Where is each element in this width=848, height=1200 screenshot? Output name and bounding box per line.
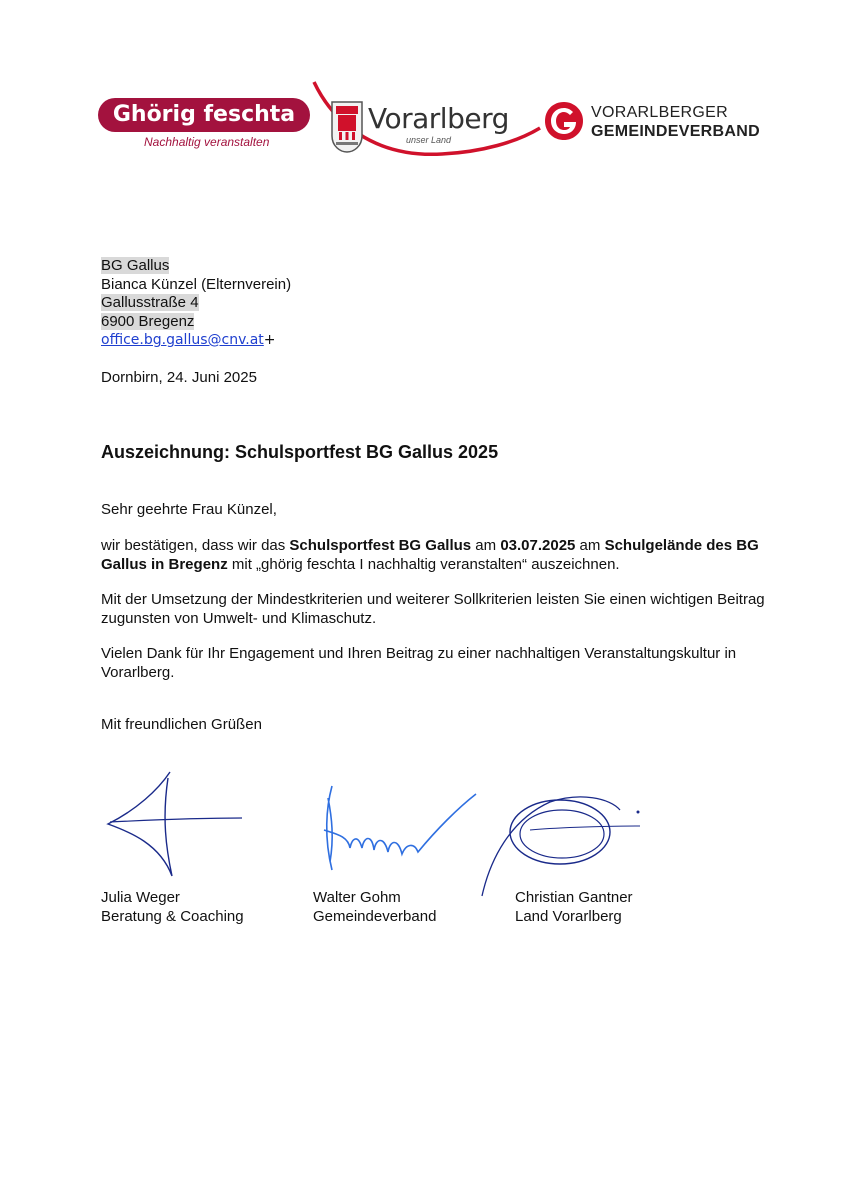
vorarlberg-coat-of-arms-icon <box>330 100 364 154</box>
signer-1-role: Beratung & Coaching <box>101 908 244 925</box>
paragraph-thanks: Vielen Dank für Ihr Engagement und Ihren Beitrag zu einer nachhaltigen Veranstaltungskultur in Vorarlberg. <box>101 645 737 681</box>
recipient-line4: 6900 Bregenz <box>101 312 195 330</box>
signature-walter-gohm <box>318 778 483 888</box>
vorarlberg-title: Vorarlberg <box>368 102 509 135</box>
p1-text-1: wir bestätigen, dass wir das <box>101 537 290 554</box>
recipient-line1: BG Gallus <box>101 257 170 274</box>
signer-1 <box>101 888 244 926</box>
signature-julia-weger <box>100 768 250 883</box>
recipient-line3: Gallusstraße 4 <box>101 294 199 311</box>
signer-1-name: Julia Weger <box>101 889 180 906</box>
p1-text-4: mit „ghörig feschta I nachhaltig veranstalten“ auszeichnen. <box>227 555 620 573</box>
paragraph-criteria: Mit der Umsetzung der Mindestkriterien und weiterer Sollkriterien leisten Sie einen wichtigen Beitrag zugunsten von Umwelt- und Klimaschutz. <box>101 591 765 627</box>
gemeindeverband-line2: GEMEINDEVERBAND <box>591 123 760 140</box>
recipient-email-suffix: + <box>263 332 276 348</box>
p1-event-location: Schulgelände des BG Gallus in Bregenz <box>101 537 759 573</box>
vorarlberg-logo <box>312 80 542 160</box>
p1-event-name: Schulsportfest BG Gallus <box>289 537 472 554</box>
signer-3-name: Christian Gantner <box>515 889 633 906</box>
signer-2 <box>313 888 436 926</box>
letter-subject: Auszeichnung: Schulsportfest BG Gallus 2025 <box>101 442 499 462</box>
signer-2-name: Walter Gohm <box>313 889 401 906</box>
ghoerig-feschta-subtitle: Nachhaltig veranstalten <box>144 135 270 149</box>
signer-3-role: Land Vorarlberg <box>515 908 622 925</box>
signer-3 <box>515 888 633 926</box>
ghoerig-feschta-logo <box>98 98 312 154</box>
signer-2-role: Gemeindeverband <box>313 908 437 925</box>
p1-text-2: am <box>471 537 501 554</box>
vorarlberg-subtitle: unser Land <box>406 135 452 145</box>
gemeindeverband-g-icon <box>543 100 585 142</box>
recipient-address <box>101 257 291 350</box>
gemeindeverband-logo <box>543 98 773 146</box>
recipient-line2: Bianca Künzel (Elternverein) <box>101 275 292 293</box>
letter-date: Dornbirn, 24. Juni 2025 <box>101 369 257 386</box>
p1-event-date: 03.07.2025 <box>500 537 576 554</box>
paragraph-confirmation <box>101 537 781 574</box>
signature-christian-gantner <box>470 790 650 900</box>
ghoerig-feschta-title: Ghörig feschta <box>112 102 296 127</box>
closing: Mit freundlichen Grüßen <box>101 716 262 733</box>
salutation: Sehr geehrte Frau Künzel, <box>101 501 277 518</box>
gemeindeverband-line1: VORARLBERGER <box>591 104 728 121</box>
recipient-email-link[interactable]: office.bg.gallus@cnv.at <box>101 332 264 348</box>
p1-text-3: am <box>575 537 605 554</box>
